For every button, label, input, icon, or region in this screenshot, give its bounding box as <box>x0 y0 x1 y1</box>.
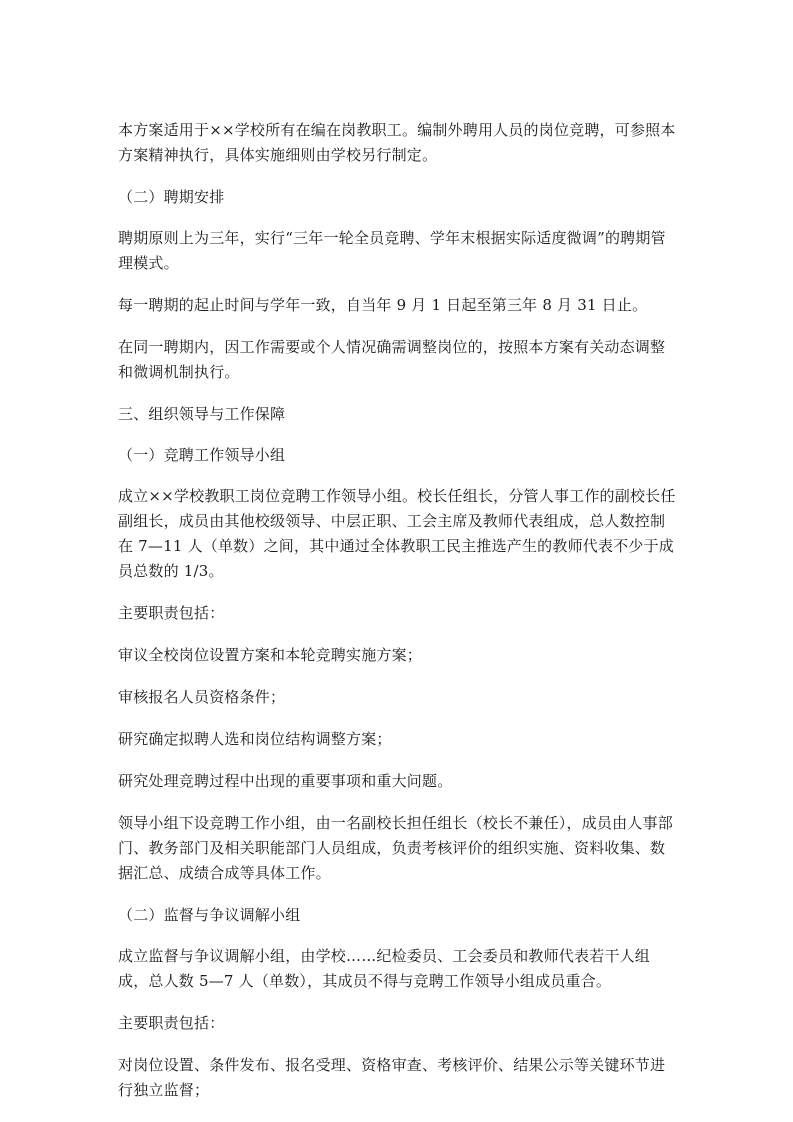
section-heading-organization: 三、组织领导与工作保障 <box>118 405 286 423</box>
paragraph-scope: 本方案适用于××学校所有在编在岗教职工。编制外聘用人员的岗位竞聘，可参照本方案精神执行，具体实施细则由学校另行制定。 <box>118 121 676 164</box>
list-item-duty: 对岗位设置、条件发布、报名受理、资格审查、考核评价、结果公示等关键环节进行独立监督； <box>118 1056 666 1099</box>
list-item-duty: 审核报名人员资格条件； <box>118 688 286 706</box>
paragraph-term-dates: 每一聘期的起止时间与学年一致，自当年 9 月 1 日起至第三年 8 月 31 日止。 <box>118 296 648 314</box>
list-item-duty: 研究处理竞聘过程中出现的重要事项和重大问题。 <box>118 772 453 790</box>
section-heading-leading-group: （一）竞聘工作领导小组 <box>118 446 286 464</box>
paragraph-working-group: 领导小组下设竞聘工作小组，由一名副校长担任组长（校长不兼任），成员由人事部门、教务部门及相关职能部门人员组成，负责考核评价的组织实施、资料收集、数据汇总、成绩合成等具体工作。 <box>118 814 673 882</box>
paragraph-leading-group: 成立××学校教职工岗位竞聘工作领导小组。校长任组长，分管人事工作的副校长任副组长，成员由其他校级领导、中层正职、工会主席及教师代表组成，总人数控制在 7—11 人（单数）之间，其中通过全体教职工民主推选产生的教师代表不少于成员总数的 1/3。 <box>118 487 676 580</box>
paragraph-term-adjustment: 在同一聘期内，因工作需要或个人情况确需调整岗位的，按照本方案有关动态调整和微调机制执行。 <box>118 338 666 381</box>
paragraph-term-principle: 聘期原则上为三年，实行“三年一轮全员竞聘、学年末根据实际适度微调”的聘期管理模式。 <box>118 229 666 272</box>
paragraph-supervision-group: 成立监督与争议调解小组，由学校……纪检委员、工会委员和教师代表若干人组成，总人数 5—7 人（单数），其成员不得与竞聘工作领导小组成员重合。 <box>118 947 651 990</box>
list-item-duty: 审议全校岗位设置方案和本轮竞聘实施方案； <box>118 646 423 664</box>
paragraph-duties-intro: 主要职责包括： <box>118 1014 225 1032</box>
paragraph-duties-intro: 主要职责包括： <box>118 604 225 622</box>
document-body <box>118 118 678 1120</box>
section-heading-supervision-group: （二）监督与争议调解小组 <box>118 906 301 924</box>
list-item-duty: 研究确定拟聘人选和岗位结构调整方案； <box>118 730 392 748</box>
section-heading-term-arrangement: （二）聘期安排 <box>118 188 225 206</box>
